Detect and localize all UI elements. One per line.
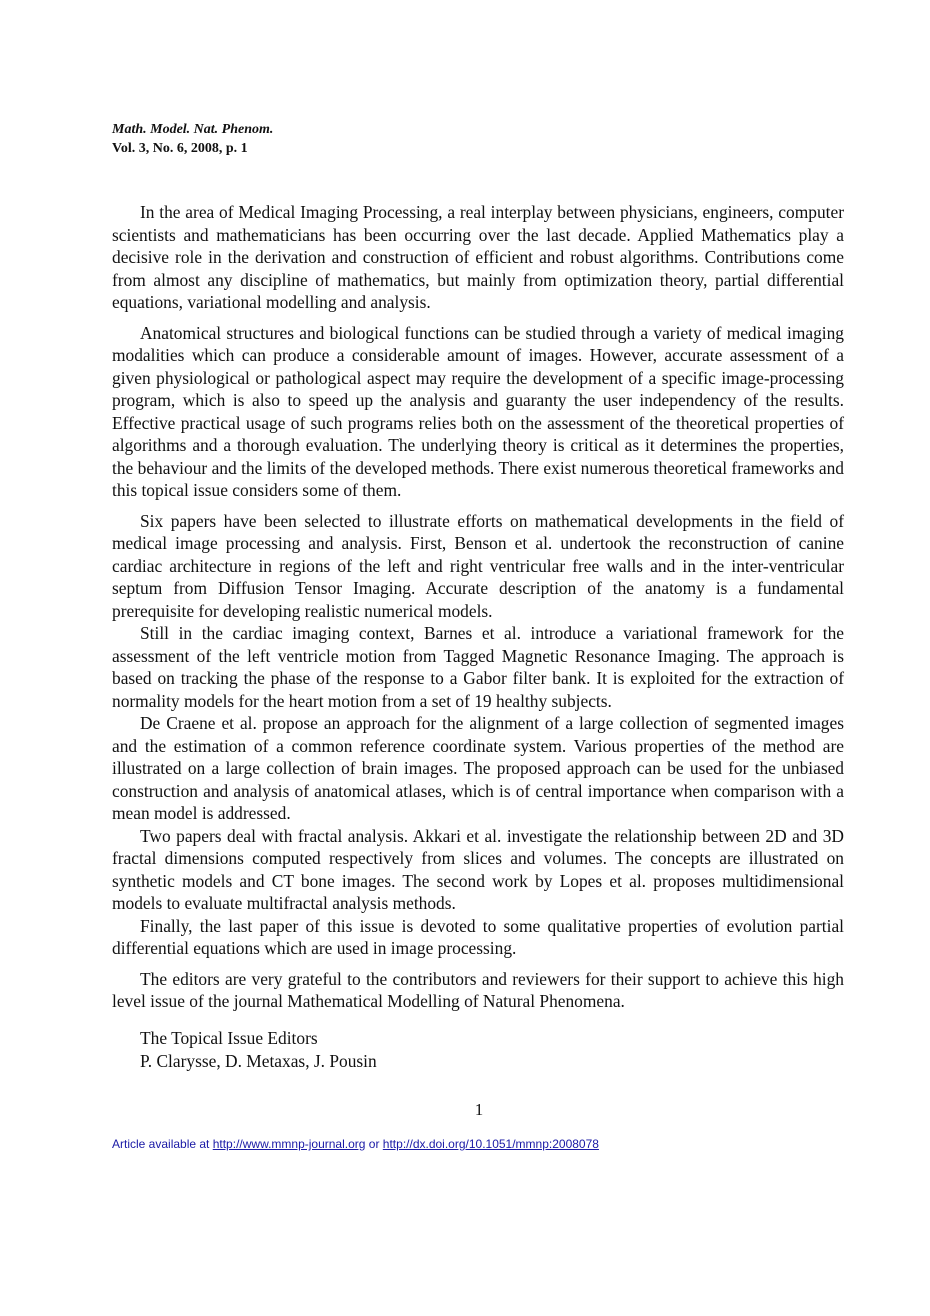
editors-signature — [140, 1027, 377, 1072]
paragraph: Finally, the last paper of this issue is devoted to some qualitative properties of evolution partial differential equations which are used in image processing. — [112, 915, 844, 958]
paragraph: In the area of Medical Imaging Processing, a real interplay between physicians, engineers, computer scientists and mathematicians has been occurring over the last decade. Applied Mathematics play a decisive role in the derivation and construction of efficient and robust algorithms. Contributions come from almost any discipline of mathematics, but mainly from optimization theory, partial differential equations, variational modelling and analysis. — [112, 202, 844, 312]
signature-names: P. Clarysse, D. Metaxas, J. Pousin — [140, 1050, 377, 1071]
footer-middle: or — [365, 1137, 383, 1151]
journal-header — [112, 120, 273, 158]
paragraph: Two papers deal with fractal analysis. Akkari et al. investigate the relationship between 2D and 3D fractal dimensions computed respectively from slices and volumes. The concepts are illustrated on synthetic models and CT bone images. The second work by Lopes et al. proposes multidimensional models to evaluate multifractal analysis methods. — [112, 825, 844, 913]
paragraph: Six papers have been selected to illustrate efforts on mathematical developments in the field of medical image processing and analysis. First, Benson et al. undertook the reconstruction of canine cardiac architecture in regions of the left and right ventricular free walls and in the inter-ventricular septum from Diffusion Tensor Imaging. Accurate description of the anatomy is a fundamental prerequisite for developing realistic numerical models. — [112, 510, 844, 621]
paragraph: The editors are very grateful to the contributors and reviewers for their support to achieve this high level issue of the journal Mathematical Modelling of Natural Phenomena. — [112, 968, 844, 1011]
journal-name: Math. Model. Nat. Phenom. — [112, 122, 274, 137]
article-body — [112, 201, 844, 1013]
journal-link[interactable]: http://www.mmnp-journal.org — [212, 1137, 366, 1151]
volume-info: Vol. 3, No. 6, 2008, p. 1 — [112, 141, 248, 156]
paragraph: De Craene et al. propose an approach for the alignment of a large collection of segmented images and the estimation of a common reference coordinate system. Various properties of the method are illustrated on a large collection of brain images. The proposed approach can be used for the unbiased construction and analysis of anatomical atlases, which is of central importance when comparison with a mean model is addressed. — [112, 713, 844, 823]
page-number: 1 — [474, 1100, 484, 1119]
paragraph: Still in the cardiac imaging context, Barnes et al. introduce a variational framework for the assessment of the left ventricle motion from Tagged Magnetic Resonance Imaging. The approach is based on tracking the phase of the response to a Gabor filter bank. It is exploited for the extraction of normality models for the heart motion from a set of 19 healthy subjects. — [112, 623, 844, 711]
footer-prefix: Article available at — [112, 1137, 213, 1151]
article-footer — [112, 1137, 599, 1151]
paragraph: Anatomical structures and biological functions can be studied through a variety of medical imaging modalities which can produce a considerable amount of images. However, accurate assessment of a given physiological or pathological aspect may require the development of a specific image-processing program, which is also to speed up the analysis and guaranty the user independency of the results. Effective practical usage of such programs relies both on the assessment of the theoretical properties of algorithms and a thorough evaluation. The underlying theory is critical as it determines the properties, the behaviour and the limits of the developed methods. There exist numerous theoretical frameworks and this topical issue considers some of them. — [112, 322, 844, 500]
signature-title: The Topical Issue Editors — [140, 1028, 318, 1048]
doi-link[interactable]: http://dx.doi.org/10.1051/mmnp:2008078 — [382, 1137, 599, 1151]
